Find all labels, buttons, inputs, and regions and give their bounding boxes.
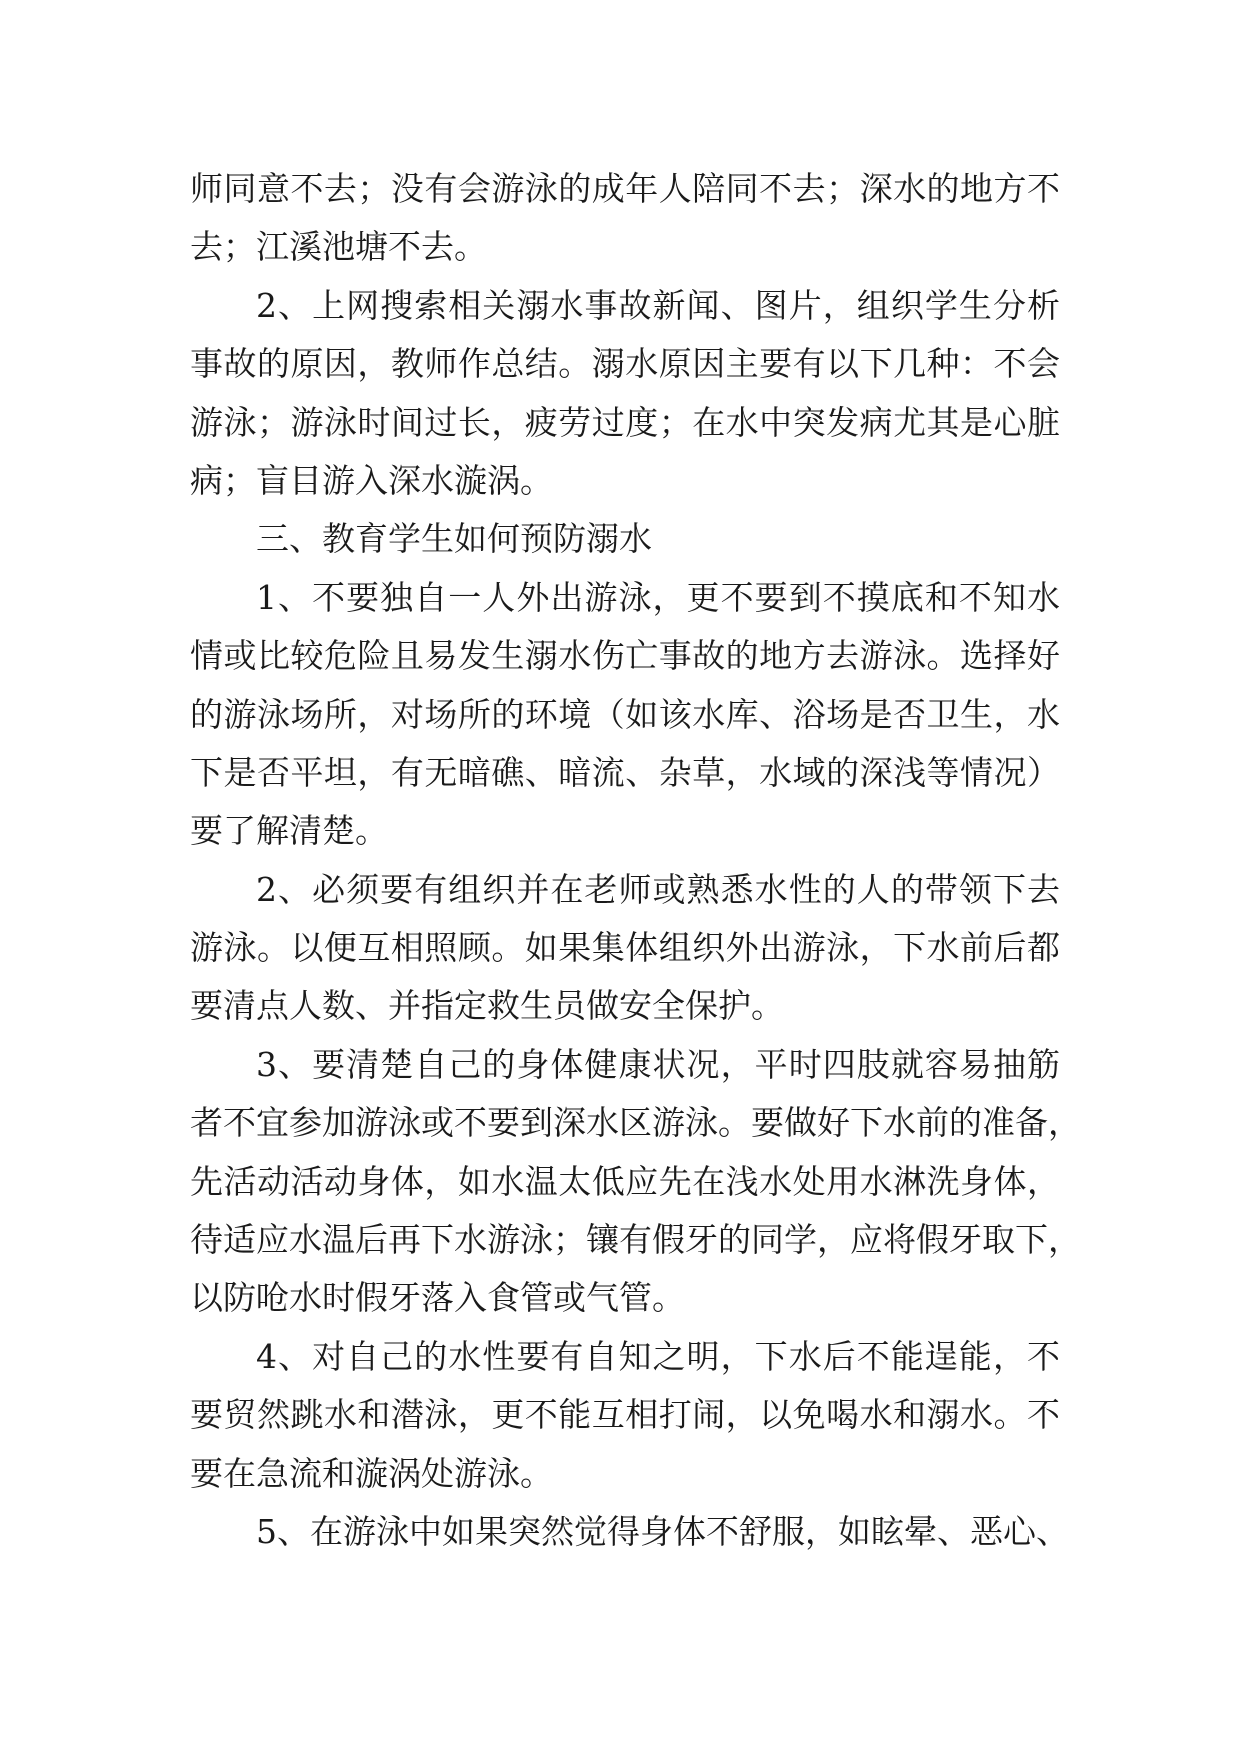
text-line: 去；江溪池塘不去。 [190, 227, 487, 267]
text-line: 病；盲目游入深水漩涡。 [190, 460, 553, 500]
text-line: 者不宜参加游泳或不要到深水区游泳。要做好下水前的准备， [190, 1103, 1081, 1143]
document-body [190, 160, 1081, 1561]
text-line: 以防呛水时假牙落入食管或气管。 [190, 1278, 685, 1318]
text-line: 师同意不去；没有会游泳的成年人陪同不去；深水的地方不 [190, 169, 1060, 208]
text-line: 要了解清楚。 [190, 811, 388, 851]
text-line: 3、要清楚自己的身体健康状况，平时四肢就容易抽筋 [256, 1044, 1060, 1084]
text-line: 游泳。以便互相照顾。如果集体组织外出游泳，下水前后都 [190, 928, 1060, 968]
text-line: 4、对自己的水性要有自知之明，下水后不能逞能，不 [256, 1336, 1060, 1376]
text-line: 情或比较危险且易发生溺水伤亡事故的地方去游泳。选择好 [190, 636, 1060, 676]
text-line: 1、不要独自一人外出游泳，更不要到不摸底和不知水 [256, 577, 1060, 617]
text-line: 的游泳场所，对场所的环境（如该水库、浴场是否卫生，水 [190, 694, 1060, 734]
text-line: 2、上网搜索相关溺水事故新闻、图片，组织学生分析 [256, 285, 1060, 325]
text-line: 事故的原因，教师作总结。溺水原因主要有以下几种：不会 [190, 344, 1060, 384]
text-line: 2、必须要有组织并在老师或熟悉水性的人的带领下去 [256, 869, 1060, 909]
text-line: 三、教育学生如何预防溺水 [256, 519, 652, 559]
text-line: 要贸然跳水和潜泳，更不能互相打闹，以免喝水和溺水。不 [190, 1395, 1060, 1435]
text-line: 待适应水温后再下水游泳；镶有假牙的同学，应将假牙取下， [190, 1220, 1081, 1260]
text-line: 5、在游泳中如果突然觉得身体不舒服，如眩晕、恶心、 [256, 1511, 1069, 1551]
text-line: 先活动活动身体，如水温太低应先在浅水处用水淋洗身体， [190, 1161, 1060, 1201]
text-line: 要清点人数、并指定救生员做安全保护。 [190, 986, 784, 1026]
text-line: 游泳；游泳时间过长，疲劳过度；在水中突发病尤其是心脏 [190, 402, 1060, 442]
text-line: 要在急流和漩涡处游泳。 [190, 1453, 553, 1493]
text-line: 下是否平坦，有无暗礁、暗流、杂草，水域的深浅等情况） [190, 752, 1060, 792]
